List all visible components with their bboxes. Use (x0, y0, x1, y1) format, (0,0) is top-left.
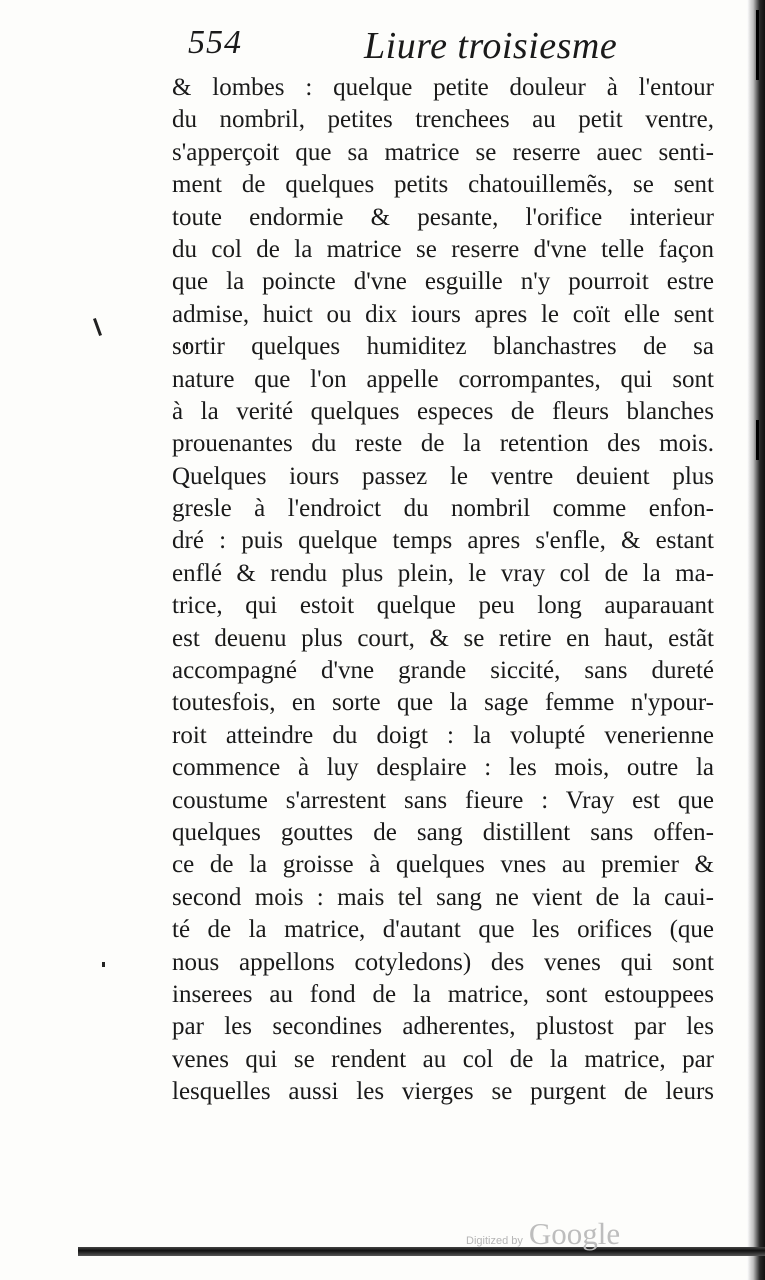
page-bottom-edge (78, 1247, 765, 1256)
text-line: nature que l'on appelle corrompantes, qui sont (172, 365, 714, 393)
text-line: quelques gouttes de sang distillent sans offen- (172, 818, 714, 846)
body-text (172, 72, 714, 1109)
text-line: lesquelles aussi les vierges se purgent de leurs (172, 1078, 714, 1106)
text-line: gresle à l'endroict du nombril comme enfon- (172, 495, 714, 523)
text-line: toute endormie & pesante, l'orifice interieur (172, 203, 714, 231)
text-line: à la verité quelques especes de fleurs blanches (172, 397, 714, 425)
text-line: inserees au fond de la matrice, sont estouppees (172, 980, 714, 1008)
text-line: ment de quelques petits chatouillemẽs, se sent (172, 171, 714, 199)
text-line: que la poincte d'vne esguille n'y pourroit estre (172, 268, 714, 296)
text-line: Quelques iours passez le ventre deuient plus (172, 462, 714, 490)
page-gutter-edge (747, 0, 765, 1280)
text-line: s'apperçoit que sa matrice se reserre auec senti- (172, 138, 714, 166)
text-line: par les secondines adherentes, plustost par les (172, 1013, 714, 1041)
text-line: second mois : mais tel sang ne vient de la caui- (172, 883, 714, 911)
ink-mark (93, 318, 102, 336)
text-line: té de la matrice, d'autant que les orifices (que (172, 916, 714, 944)
text-line: coustume s'arrestent sans fieure : Vray est que (172, 786, 714, 814)
ink-mark (102, 962, 105, 967)
page-number: 554 (188, 24, 242, 61)
text-line: est deuenu plus court, & se retire en haut, estãt (172, 624, 714, 652)
text-line: roit atteindre du doigt : la volupté venerienne (172, 721, 714, 749)
text-line: trice, qui estoit quelque peu long auparauant (172, 592, 714, 620)
edge-speck (756, 10, 759, 80)
text-line: enflé & rendu plus plein, le vray col de la ma- (172, 559, 714, 587)
text-line: venes qui se rendent au col de la matrice, par (172, 1045, 714, 1073)
running-title: Liure troisiesme (364, 25, 618, 67)
text-line: toutesfois, en sorte que la sage femme n'ypour- (172, 689, 714, 717)
text-line: ce de la groisse à quelques vnes au premier & (172, 851, 714, 879)
text-line: accompagné d'vne grande siccité, sans dureté (172, 657, 714, 685)
page-header (188, 24, 728, 70)
text-line: nous appellons cotyledons) des venes qui sont (172, 948, 714, 976)
watermark-prefix: Digitized by (466, 1235, 523, 1247)
text-line: du col de la matrice se reserre d'vne telle façon (172, 235, 714, 263)
text-line: & lombes : quelque petite douleur à l'entour (172, 74, 714, 101)
edge-speck (756, 420, 759, 460)
text-line: sortir quelques humiditez blanchastres de sa (172, 333, 714, 361)
text-line: prouenantes du reste de la retention des mois. (172, 430, 714, 458)
text-line: dré : puis quelque temps apres s'enfle, & estant (172, 527, 714, 555)
text-line: du nombril, petites trenchees au petit ventre, (172, 106, 714, 134)
google-logo: Google (528, 1216, 621, 1251)
text-line: commence à luy desplaire : les mois, outre la (172, 754, 714, 782)
digitized-watermark (466, 1216, 620, 1252)
text-line: admise, huict ou dix iours apres le coït elle sent (172, 300, 714, 328)
